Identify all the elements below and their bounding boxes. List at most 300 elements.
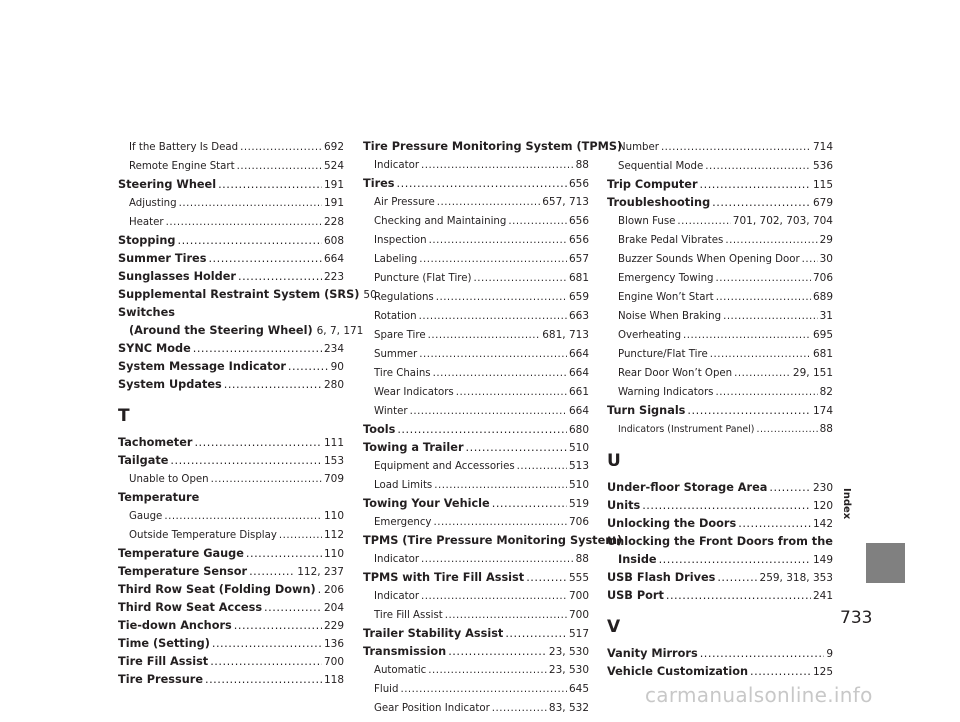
entry-term: Load Limits <box>374 480 433 491</box>
dot-leader <box>164 508 322 526</box>
entry-page-ref: 519 <box>568 498 589 510</box>
entry-page-ref: 700 <box>323 656 344 668</box>
entry-term: Troubleshooting <box>607 196 711 209</box>
index-subentry <box>363 269 589 288</box>
dot-leader <box>734 365 791 383</box>
entry-page-ref: 709 <box>323 473 344 485</box>
entry-page-ref: 663 <box>568 310 589 322</box>
dot-leader <box>445 607 567 625</box>
index-subentry <box>118 213 344 232</box>
dot-leader <box>194 434 322 452</box>
entry-term: Air Pressure <box>374 197 435 208</box>
index-column-1 <box>118 138 377 689</box>
entry-page-ref: 664 <box>568 367 589 379</box>
dot-leader <box>318 581 322 599</box>
index-entry <box>118 376 344 394</box>
index-entry <box>118 434 344 452</box>
entry-page-ref: 280 <box>323 379 344 391</box>
entry-page-ref: 29 <box>819 234 833 246</box>
entry-term: Remote Engine Start <box>129 161 235 172</box>
entry-page-ref: 657 <box>568 253 589 265</box>
index-entry <box>118 563 344 581</box>
entry-term: Puncture/Flat Tire <box>618 349 708 360</box>
index-entry <box>363 643 589 661</box>
index-entry <box>607 194 833 212</box>
index-subentry <box>607 231 833 250</box>
index-subentry <box>118 507 344 526</box>
dot-leader <box>725 232 817 250</box>
index-entry <box>118 358 344 376</box>
entry-page-ref: 90 <box>330 361 344 373</box>
index-entry <box>118 304 344 322</box>
index-subentry <box>607 326 833 345</box>
index-column-3 <box>607 138 833 681</box>
index-entry <box>363 625 589 643</box>
index-subentry <box>363 326 589 345</box>
entry-term: Rotation <box>374 311 417 322</box>
entry-term: Emergency <box>374 517 432 528</box>
index-entry <box>607 663 833 681</box>
entry-term: Automatic <box>374 665 427 676</box>
entry-term: Gear Position Indicator <box>374 703 490 714</box>
dot-leader <box>421 157 574 175</box>
entry-term: Third Row Seat Access <box>118 601 263 614</box>
entry-page-ref: 689 <box>812 291 833 303</box>
dot-leader <box>642 497 811 515</box>
dot-leader <box>177 232 321 250</box>
entry-term: Vanity Mirrors <box>607 647 698 660</box>
entry-page-ref: 241 <box>812 590 833 602</box>
dot-leader <box>712 194 811 212</box>
dot-leader <box>700 645 825 663</box>
entry-page-ref: 82 <box>819 386 833 398</box>
index-subentry <box>118 157 344 176</box>
dot-leader <box>715 384 817 402</box>
entry-term: Third Row Seat (Folding Down) <box>118 583 316 596</box>
dot-leader <box>448 643 547 661</box>
entry-page-ref: 110 <box>323 510 344 522</box>
dot-leader <box>397 175 567 193</box>
entry-term: Checking and Maintaining <box>374 216 507 227</box>
index-subentry <box>363 288 589 307</box>
entry-page-ref: 608 <box>323 235 344 247</box>
entry-term: Tires <box>363 177 395 190</box>
entry-page-ref: 120 <box>812 500 833 512</box>
entry-term: Sequential Mode <box>618 161 704 172</box>
entry-page-ref: 681 <box>812 348 833 360</box>
entry-page-ref: 664 <box>323 253 344 265</box>
index-subentry <box>607 364 833 383</box>
entry-term: Heater <box>129 217 164 228</box>
index-entry <box>363 439 589 457</box>
index-entry <box>118 286 377 304</box>
index-subentry <box>363 193 589 212</box>
watermark: carmanualsonline.info <box>645 683 873 707</box>
dot-leader <box>279 527 322 545</box>
entry-page-ref: 228 <box>323 216 344 228</box>
entry-term: Turn Signals <box>607 404 686 417</box>
entry-page-ref: 679 <box>812 197 833 209</box>
entry-page-ref: 692 <box>323 141 344 153</box>
dot-leader <box>705 158 811 176</box>
entry-term: Outside Temperature Display <box>129 530 277 541</box>
entry-term: Tire Fill Assist <box>118 655 209 668</box>
entry-term: USB Port <box>607 589 664 602</box>
entry-page-ref: 695 <box>812 329 833 341</box>
dot-leader <box>224 376 322 394</box>
index-subentry <box>363 231 589 250</box>
dot-leader <box>212 635 322 653</box>
dot-leader <box>179 195 322 213</box>
index-entry <box>607 515 833 533</box>
entry-term: Indicator <box>374 160 420 171</box>
index-entry <box>607 569 833 587</box>
entry-page-ref: 88 <box>575 159 589 171</box>
index-entry <box>363 532 623 550</box>
index-entry <box>118 545 344 563</box>
dot-leader <box>288 358 329 376</box>
index-subentry <box>363 587 589 606</box>
entry-term: Unlocking the Front Doors from the <box>607 535 833 548</box>
dot-leader <box>687 402 811 420</box>
entry-page-ref: 659 <box>568 291 589 303</box>
entry-page-ref: 9 <box>826 648 833 660</box>
index-entry <box>118 671 344 689</box>
entry-page-ref: 681 <box>568 272 589 284</box>
index-subentry <box>118 526 344 545</box>
dot-leader <box>419 346 567 364</box>
entry-term: System Message Indicator <box>118 360 286 373</box>
dot-leader <box>400 681 567 699</box>
entry-term: Emergency Towing <box>618 273 714 284</box>
entry-page-ref: 513 <box>568 460 589 472</box>
dot-leader <box>264 599 322 617</box>
entry-term: Warning Indicators <box>618 387 714 398</box>
index-entry <box>118 635 344 653</box>
entry-page-ref: 206 <box>323 584 344 596</box>
index-subentry <box>607 307 833 326</box>
dot-leader <box>492 700 547 718</box>
index-entry <box>118 232 344 250</box>
entry-term: Temperature Sensor <box>118 565 248 578</box>
entry-term: Adjusting <box>129 198 177 209</box>
entry-page-ref: 234 <box>323 343 344 355</box>
index-entry <box>607 402 833 420</box>
index-entry <box>607 551 833 569</box>
entry-page-ref: 714 <box>812 141 833 153</box>
entry-page-ref: 664 <box>568 348 589 360</box>
entry-term: Trip Computer <box>607 178 698 191</box>
dot-leader <box>434 477 567 495</box>
entry-page-ref: 191 <box>323 197 344 209</box>
index-subentry <box>363 550 589 569</box>
entry-term: Inside <box>618 553 657 566</box>
dot-leader <box>249 563 295 581</box>
entry-page-ref: 555 <box>568 572 589 584</box>
dot-leader <box>234 617 322 635</box>
dot-leader <box>769 479 811 497</box>
entry-term: Labeling <box>374 254 418 265</box>
entry-term: Tire Fill Assist <box>374 610 443 621</box>
entry-term: USB Flash Drives <box>607 571 716 584</box>
index-subentry <box>363 476 589 495</box>
page-number: 733 <box>840 608 873 628</box>
index-subentry <box>363 661 589 680</box>
dot-leader <box>218 176 322 194</box>
entry-page-ref: 536 <box>812 160 833 172</box>
index-entry <box>607 497 833 515</box>
dot-leader <box>238 268 322 286</box>
entry-term: TPMS with Tire Fill Assist <box>363 571 525 584</box>
index-subentry <box>363 156 589 175</box>
dot-leader <box>419 308 567 326</box>
dot-leader <box>474 270 567 288</box>
entry-page-ref: 30 <box>819 253 833 265</box>
entry-page-ref: 23, 530 <box>548 646 589 658</box>
entry-term: If the Battery Is Dead <box>129 142 239 153</box>
entry-term: Tools <box>363 423 396 436</box>
index-entry <box>607 176 833 194</box>
section-tab-marker <box>866 543 905 583</box>
dot-leader <box>436 289 567 307</box>
entry-term: Overheating <box>618 330 682 341</box>
dot-leader <box>240 139 322 157</box>
entry-term: Indicator <box>374 554 420 565</box>
dot-leader <box>526 569 567 587</box>
dot-leader <box>517 458 567 476</box>
dot-leader <box>421 551 574 569</box>
index-entry <box>607 533 833 551</box>
entry-page-ref: 83, 532 <box>548 702 589 714</box>
index-entry <box>363 138 623 156</box>
entry-term: System Updates <box>118 378 222 391</box>
dot-leader <box>428 662 547 680</box>
entry-term: Time (Setting) <box>118 637 210 650</box>
index-subentry <box>607 383 833 402</box>
index-entry <box>363 421 589 439</box>
index-subentry <box>363 457 589 476</box>
dot-leader <box>492 495 567 513</box>
index-entry <box>118 489 344 507</box>
entry-page-ref: 230 <box>812 482 833 494</box>
dot-leader <box>237 158 322 176</box>
entry-term: Indicator <box>374 591 420 602</box>
dot-leader <box>428 327 541 345</box>
dot-leader <box>716 289 811 307</box>
entry-term: Fluid <box>374 684 399 695</box>
dot-leader <box>456 384 567 402</box>
dot-leader <box>210 653 322 671</box>
entry-page-ref: 517 <box>568 628 589 640</box>
dot-leader <box>716 270 811 288</box>
entry-term: Under-floor Storage Area <box>607 481 768 494</box>
dot-leader <box>419 251 567 269</box>
index-entry <box>607 645 833 663</box>
dot-leader <box>246 545 322 563</box>
entry-page-ref: 191 <box>323 179 344 191</box>
entry-term: Towing a Trailer <box>363 441 464 454</box>
entry-term: Noise When Braking <box>618 311 722 322</box>
index-letter-heading: T <box>118 406 130 426</box>
entry-page-ref: 680 <box>568 424 589 436</box>
entry-term: Unlocking the Doors <box>607 517 737 530</box>
entry-term: Trailer Stability Assist <box>363 627 504 640</box>
entry-page-ref: 510 <box>568 479 589 491</box>
dot-leader <box>170 452 322 470</box>
entry-term: Number <box>618 142 659 153</box>
entry-term: Tailgate <box>118 454 169 467</box>
entry-page-ref: 153 <box>323 455 344 467</box>
dot-leader <box>433 514 566 532</box>
entry-page-ref: 681, 713 <box>542 329 589 341</box>
dot-leader <box>756 421 817 439</box>
index-subentry <box>607 269 833 288</box>
index-subentry <box>607 288 833 307</box>
entry-term: Equipment and Accessories <box>374 461 515 472</box>
entry-term: Tire Chains <box>374 368 431 379</box>
index-entry <box>363 569 589 587</box>
entry-term: Sunglasses Holder <box>118 270 236 283</box>
dot-leader <box>466 439 567 457</box>
entry-page-ref: 88 <box>819 423 833 435</box>
index-entry <box>118 322 364 340</box>
entry-page-ref: 204 <box>323 602 344 614</box>
dot-leader <box>508 213 567 231</box>
entry-page-ref: 136 <box>323 638 344 650</box>
entry-page-ref: 645 <box>568 683 589 695</box>
entry-page-ref: 661 <box>568 386 589 398</box>
dot-leader <box>421 588 567 606</box>
entry-page-ref: 142 <box>812 518 833 530</box>
index-column-2 <box>363 138 623 718</box>
index-entry <box>118 250 344 268</box>
index-entry <box>118 452 344 470</box>
entry-page-ref: 656 <box>568 215 589 227</box>
index-subentry <box>607 345 833 364</box>
entry-page-ref: 88 <box>575 553 589 565</box>
dot-leader <box>397 421 567 439</box>
entry-term: Puncture (Flat Tire) <box>374 273 472 284</box>
entry-term: Engine Won’t Start <box>618 292 714 303</box>
index-entry <box>118 176 344 194</box>
index-subentry <box>363 699 589 718</box>
entry-term: Indicators (Instrument Panel) <box>618 424 755 435</box>
section-tab-label: Index <box>841 488 852 520</box>
entry-page-ref: 31 <box>819 310 833 322</box>
index-entry <box>118 599 344 617</box>
entry-page-ref: 125 <box>812 666 833 678</box>
entry-page-ref: 149 <box>812 554 833 566</box>
entry-term: Rear Door Won’t Open <box>618 368 733 379</box>
entry-term: Temperature Gauge <box>118 547 244 560</box>
index-subentry <box>363 307 589 326</box>
dot-leader <box>661 139 811 157</box>
entry-term: Inspection <box>374 235 427 246</box>
entry-term: Tire Pressure <box>118 673 203 686</box>
entry-term: Wear Indicators <box>374 387 454 398</box>
entry-page-ref: 700 <box>568 609 589 621</box>
index-entry <box>607 479 833 497</box>
entry-page-ref: 6, 7, 171 <box>316 325 364 337</box>
dot-leader <box>683 327 811 345</box>
entry-term: Transmission <box>363 645 447 658</box>
entry-term: Tachometer <box>118 436 193 449</box>
dot-leader <box>666 587 811 605</box>
index-subentry <box>363 513 589 532</box>
entry-term: Temperature <box>118 491 200 504</box>
entry-page-ref: 112, 237 <box>297 566 344 578</box>
entry-page-ref: 524 <box>323 160 344 172</box>
dot-leader <box>166 214 322 232</box>
dot-leader <box>410 403 567 421</box>
index-subentry <box>363 680 589 699</box>
entry-page-ref: 174 <box>812 405 833 417</box>
entry-term: Brake Pedal Vibrates <box>618 235 724 246</box>
dot-leader <box>750 663 811 681</box>
dot-leader <box>429 232 567 250</box>
index-entry <box>118 340 344 358</box>
entry-term: Buzzer Sounds When Opening Door <box>618 254 800 265</box>
entry-term: Tie-down Anchors <box>118 619 232 632</box>
entry-page-ref: 115 <box>812 179 833 191</box>
entry-page-ref: 656 <box>568 234 589 246</box>
dot-leader <box>717 569 757 587</box>
dot-leader <box>437 194 541 212</box>
dot-leader <box>505 625 567 643</box>
entry-term: Switches <box>118 306 175 319</box>
dot-leader <box>802 251 818 269</box>
entry-term: Units <box>607 499 641 512</box>
dot-leader <box>700 176 811 194</box>
dot-leader <box>205 671 322 689</box>
entry-page-ref: 23, 530 <box>548 664 589 676</box>
entry-page-ref: 50 <box>363 289 377 301</box>
index-subentry <box>607 212 833 231</box>
index-letter-heading: U <box>607 451 621 471</box>
dot-leader <box>659 551 811 569</box>
entry-page-ref: 701, 702, 703, 704 <box>732 215 833 227</box>
entry-term: Stopping <box>118 234 176 247</box>
entry-term: Towing Your Vehicle <box>363 497 490 510</box>
entry-page-ref: 510 <box>568 442 589 454</box>
index-subentry <box>607 138 833 157</box>
entry-page-ref: 111 <box>323 437 344 449</box>
entry-term: (Around the Steering Wheel) <box>129 324 313 337</box>
index-subentry <box>607 157 833 176</box>
entry-term: Blown Fuse <box>618 216 676 227</box>
entry-term: SYNC Mode <box>118 342 191 355</box>
index-letter-heading: V <box>607 617 621 637</box>
index-subentry <box>118 470 344 489</box>
index-subentry <box>363 212 589 231</box>
index-entry <box>363 495 589 513</box>
index-subentry <box>363 606 589 625</box>
entry-term: Supplemental Restraint System (SRS) <box>118 288 360 301</box>
entry-page-ref: 259, 318, 353 <box>759 572 833 584</box>
entry-term: Regulations <box>374 292 434 303</box>
entry-term: TPMS (Tire Pressure Monitoring System) <box>363 534 623 547</box>
dot-leader <box>211 471 322 489</box>
entry-page-ref: 657, 713 <box>542 196 589 208</box>
entry-page-ref: 112 <box>323 529 344 541</box>
dot-leader <box>208 250 322 268</box>
index-subentry <box>363 364 589 383</box>
entry-term: Unable to Open <box>129 474 209 485</box>
dot-leader <box>193 340 322 358</box>
index-entry <box>118 268 344 286</box>
entry-page-ref: 110 <box>323 548 344 560</box>
entry-term: Winter <box>374 406 408 417</box>
